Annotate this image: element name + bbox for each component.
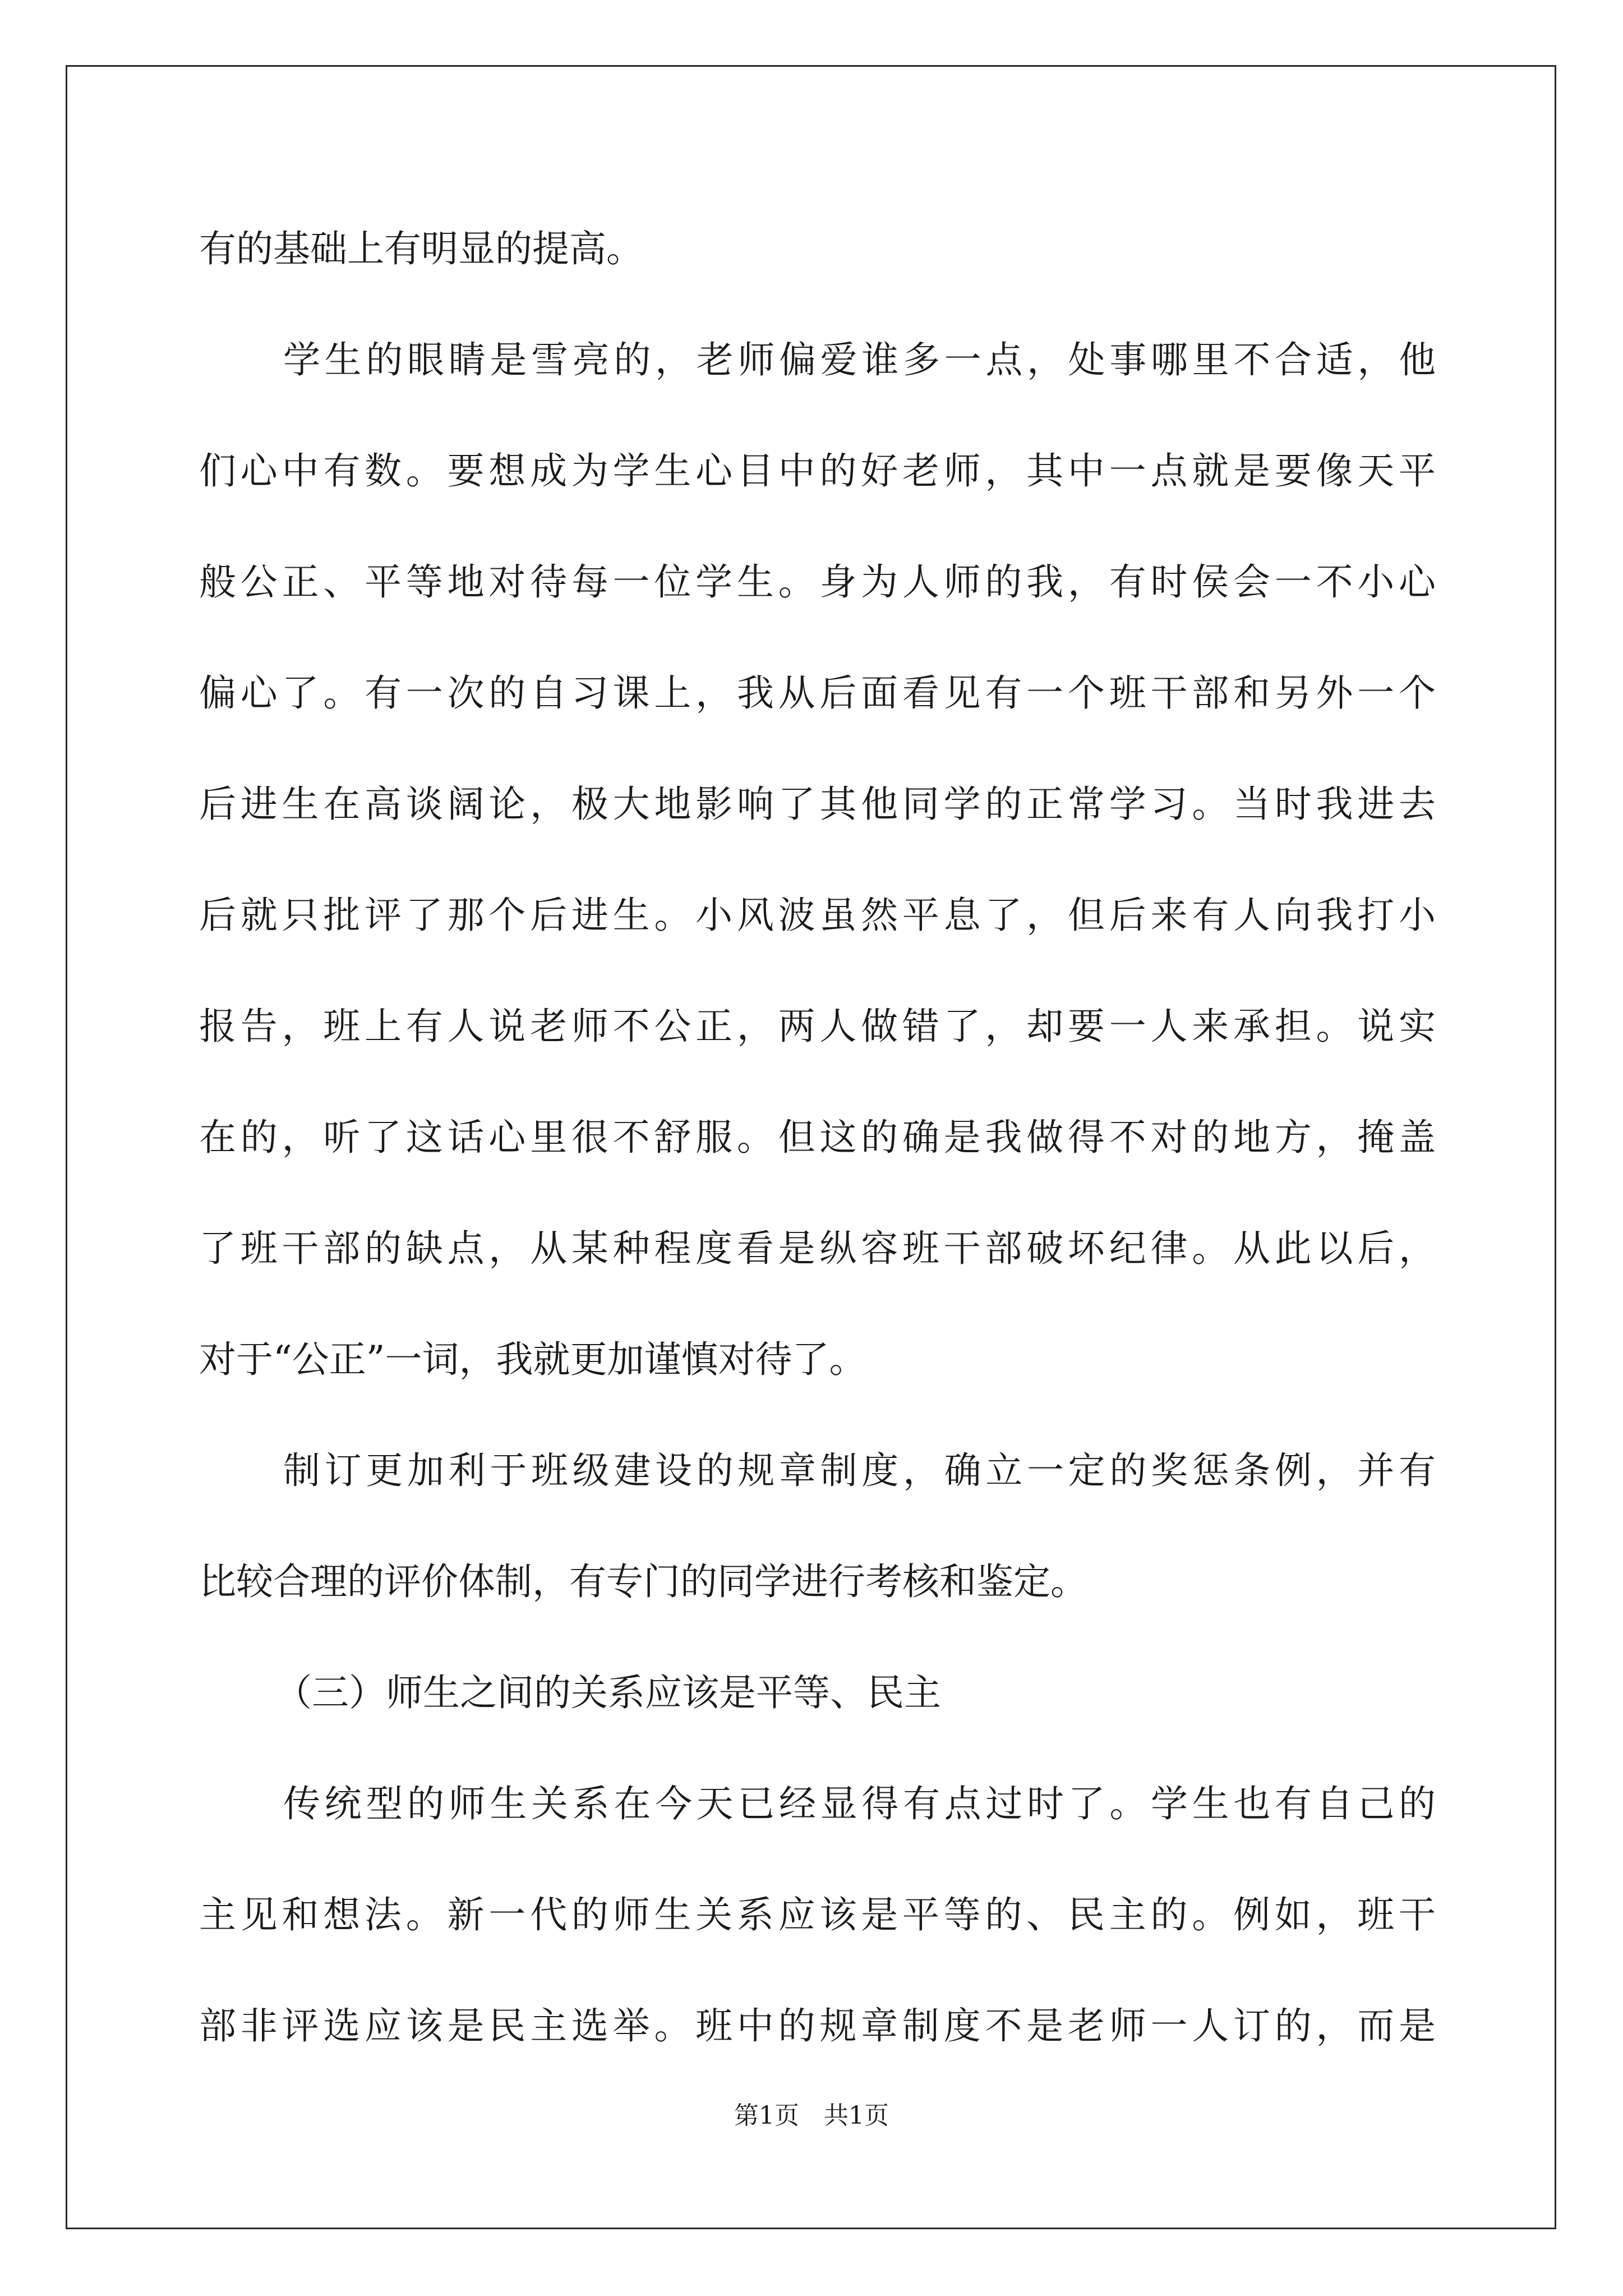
- paragraph-start-line: 制订更加利于班级建设的规章制度，确立一定的奖惩条例，并有: [283, 1449, 1436, 1492]
- text-line: 了班干部的缺点，从某种程度看是纵容班干部破坏纪律。从此以后，: [199, 1227, 1436, 1270]
- text-line: 后进生在高谈阔论，极大地影响了其他同学的正常学习。当时我进去: [199, 783, 1436, 826]
- text-line: 在的，听了这话心里很不舒服。但这的确是我做得不对的地方，掩盖: [199, 1116, 1436, 1159]
- paragraph-start-line: 学生的眼睛是雪亮的，老师偏爱谁多一点，处事哪里不合适，他: [283, 338, 1436, 381]
- text-line: 们心中有数。要想成为学生心目中的好老师，其中一点就是要像天平: [199, 449, 1436, 493]
- text-line: 部非评选应该是民主选举。班中的规章制度不是老师一人订的，而是: [199, 2004, 1436, 2047]
- text-line: 后就只批评了那个后进生。小风波虽然平息了，但后来有人向我打小: [199, 894, 1436, 937]
- text-line: 对于“公正”一词，我就更加谨慎对待了。: [199, 1338, 866, 1381]
- text-line: 有的基础上有明显的提高。: [199, 227, 643, 270]
- paragraph-start-line: 传统型的师生关系在今天已经显得有点过时了。学生也有自己的: [283, 1782, 1436, 1825]
- text-line: 比较合理的评价体制，有专门的同学进行考核和鉴定。: [199, 1560, 1087, 1603]
- text-line: 报告，班上有人说老师不公正，两人做错了，却要一人来承担。说实: [199, 1005, 1436, 1048]
- page-number-footer: 第1页 共1页: [734, 2101, 889, 2130]
- text-line: 般公正、平等地对待每一位学生。身为人师的我，有时侯会一不小心: [199, 560, 1436, 604]
- text-line: 主见和想法。新一代的师生关系应该是平等的、民主的。例如，班干: [199, 1893, 1436, 1936]
- text-line: 偏心了。有一次的自习课上，我从后面看见有一个班干部和另外一个: [199, 671, 1436, 715]
- document-body: [199, 194, 1436, 2082]
- section-heading: （三）师生之间的关系应该是平等、民主: [275, 1671, 941, 1714]
